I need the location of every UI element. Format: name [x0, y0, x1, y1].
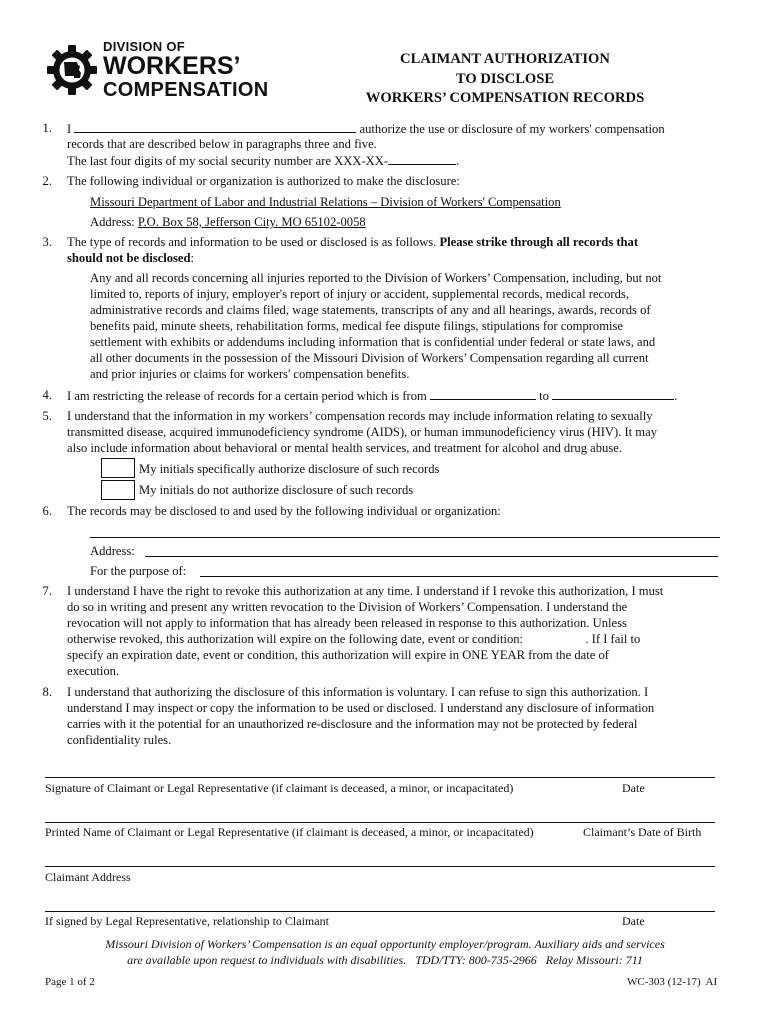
page-number: Page 1 of 2: [45, 976, 95, 988]
address-value: P.O. Box 58, Jefferson City. MO 65102-0058: [137, 215, 366, 229]
item-8-line: I understand that authorizing the disclosure of this information is voluntary. I can refuse to sign this authorization. I: [67, 685, 649, 699]
form-number: WC-303 (12-17) AI: [627, 976, 718, 988]
date-of-birth-label: Claimant’s Date of Birth: [583, 825, 702, 839]
item-number: 3.: [42, 235, 52, 249]
signature-line[interactable]: [45, 777, 715, 778]
initials-not-authorize-box[interactable]: [101, 480, 135, 500]
item-7-expiration-line: [67, 631, 640, 648]
item-4-period: .: [674, 389, 678, 403]
item-4-line: [67, 387, 677, 405]
item-4-text: I am restricting the release of records for a certain period which is from: [67, 389, 427, 403]
initials-not-authorize-label: My initials do not authorize disclosure of such records: [139, 483, 414, 497]
item-7-line: I understand I have the right to revoke this authorization at any time. I understand if I revoke this authorization, I must: [67, 584, 664, 598]
item-3-bold-1: Please strike through all records that: [439, 235, 639, 249]
item-number: 5.: [42, 409, 52, 423]
printed-name-line[interactable]: [45, 822, 715, 823]
item-7-line: specify an expiration date, event or condition, this authorization will expire in ONE YEAR from the date of: [67, 648, 609, 662]
form-title: [330, 50, 680, 109]
address-label: Address:: [90, 215, 138, 229]
ssn-period: .: [456, 154, 460, 168]
records-paragraph-line[interactable]: settlement with exhibits or addendums including information that is confidential under federal or state laws, and: [90, 335, 656, 349]
item-number: 7.: [42, 584, 52, 598]
note-line-2: are available upon request to individuals with disabilities. TDD/TTY: 800-735-2966 Relay Missouri: 711: [127, 952, 643, 967]
item-3-line-1: [67, 234, 638, 251]
item-7-text-a: otherwise revoked, this authorization will expire on the following date, event or condition:: [67, 632, 524, 646]
purpose-label: For the purpose of:: [90, 564, 187, 578]
claimant-name-field[interactable]: [74, 120, 356, 133]
item-5-line: also include information about behavioral or mental health services, and treatment for alcohol and drug abuse.: [67, 441, 622, 455]
records-paragraph-line[interactable]: limited to, reports of injury, employer's report of injury or accident, supplemental records, medical records,: [90, 287, 629, 301]
logo-line-1: DIVISION OF: [103, 39, 186, 54]
division-logo-text: [103, 40, 268, 100]
records-paragraph-line[interactable]: all other documents in the possession of the Missouri Division of Workers’ Compensation regarding all current: [90, 351, 649, 365]
records-paragraph-line[interactable]: benefits paid, minute sheets, rehabilitation forms, medical fee dispute filings, stipulations for compromise: [90, 319, 624, 333]
relationship-date-label: Date: [622, 914, 645, 928]
records-paragraph-line[interactable]: Any and all records concerning all injuries reported to the Division of Workers’ Compensation, including, but not: [90, 271, 662, 285]
printed-name-label: Printed Name of Claimant or Legal Representative (if claimant is deceased, a minor, or incapacitated): [45, 825, 534, 839]
note-line-1: Missouri Division of Workers’ Compensation is an equal opportunity employer/program. Auxiliary aids and services: [105, 937, 665, 951]
item-number: 1.: [42, 121, 52, 135]
disclosing-address: [90, 214, 366, 231]
recipient-name-field[interactable]: [90, 537, 720, 538]
item-3-colon: :: [190, 251, 195, 265]
item-1-line-1: [67, 120, 665, 138]
equal-opportunity-note: [50, 937, 720, 968]
item-1-line-3: [67, 152, 459, 170]
recipient-address-field[interactable]: [145, 556, 718, 557]
item-8-line: carries with it the potential for an unauthorized re-disclosure and the information may not be protected by federal: [67, 717, 638, 731]
item-4-to: to: [539, 389, 549, 403]
relationship-label: If signed by Legal Representative, relationship to Claimant: [45, 914, 329, 928]
recipient-address-label: Address:: [90, 544, 135, 558]
period-from-field[interactable]: [430, 387, 536, 400]
item-2-line-1: The following individual or organization is authorized to make the disclosure:: [67, 174, 460, 188]
item-7-text-b: . If I fail to: [585, 632, 641, 646]
item-number: 8.: [42, 685, 52, 699]
item-1-line-2: records that are described below in paragraphs three and five.: [67, 137, 377, 151]
claimant-address-label: Claimant Address: [45, 870, 131, 884]
disclosing-organization: Missouri Department of Labor and Industrial Relations – Division of Workers' Compensation: [90, 195, 561, 209]
item-7-line: do so in writing and present any written revocation to the Division of Workers’ Compensation. I understand the: [67, 600, 628, 614]
gear-missouri-icon: [46, 44, 98, 96]
item-1-text-b: authorize the use or disclosure of my workers' compensation: [359, 122, 665, 136]
initials-authorize-label: My initials specifically authorize disclosure of such records: [139, 462, 440, 476]
title-line-3: WORKERS’ COMPENSATION RECORDS: [365, 90, 645, 106]
item-7-line: revocation will not apply to information that has already been released in response to this authorization. Unless: [67, 616, 627, 630]
item-1-text-a: I: [67, 122, 72, 136]
ssn-label: The last four digits of my social security number are XXX-XX-: [67, 154, 389, 168]
purpose-field[interactable]: [200, 576, 718, 577]
item-number: 4.: [42, 388, 52, 402]
records-paragraph-line[interactable]: and prior injuries or claims for workers' compensation benefits.: [90, 367, 410, 381]
claimant-address-line[interactable]: [45, 866, 715, 867]
item-5-line: transmitted disease, acquired immunodeficiency syndrome (AIDS), or human immunodeficiency virus (HIV). It may: [67, 425, 657, 439]
item-3-bold-2: should not be disclosed: [67, 251, 191, 265]
item-8-line: confidentiality rules.: [67, 733, 172, 747]
initials-authorize-box[interactable]: [101, 458, 135, 478]
relationship-line[interactable]: [45, 911, 715, 912]
period-to-field[interactable]: [552, 387, 674, 400]
item-3-line-2: [67, 250, 194, 267]
item-8-line: understand I may inspect or copy the information to be used or disclosed. I understand any disclosure of information: [67, 701, 655, 715]
title-line-2: TO DISCLOSE: [455, 70, 555, 87]
records-paragraph-line[interactable]: administrative records and claims filed, wage statements, transcripts of any and all hearings, awards, records of: [90, 303, 651, 317]
title-line-1: CLAIMANT AUTHORIZATION: [400, 51, 610, 67]
item-3-text: The type of records and information to be used or disclosed is as follows.: [67, 235, 440, 249]
signature-date-label: Date: [622, 781, 645, 795]
logo-line-3: COMPENSATION: [103, 79, 269, 101]
signature-label: Signature of Claimant or Legal Representative (if claimant is deceased, a minor, or incapacitated): [45, 781, 514, 795]
ssn-last-four-field[interactable]: [388, 152, 456, 165]
item-number: 2.: [42, 174, 52, 188]
item-6-line: The records may be disclosed to and used by the following individual or organization:: [67, 504, 501, 518]
item-7-line: execution.: [67, 664, 120, 678]
item-5-line: I understand that the information in my workers’ compensation records may include information relating to sexually: [67, 409, 653, 423]
logo-line-2: WORKERS’: [103, 52, 241, 80]
item-number: 6.: [42, 504, 52, 518]
